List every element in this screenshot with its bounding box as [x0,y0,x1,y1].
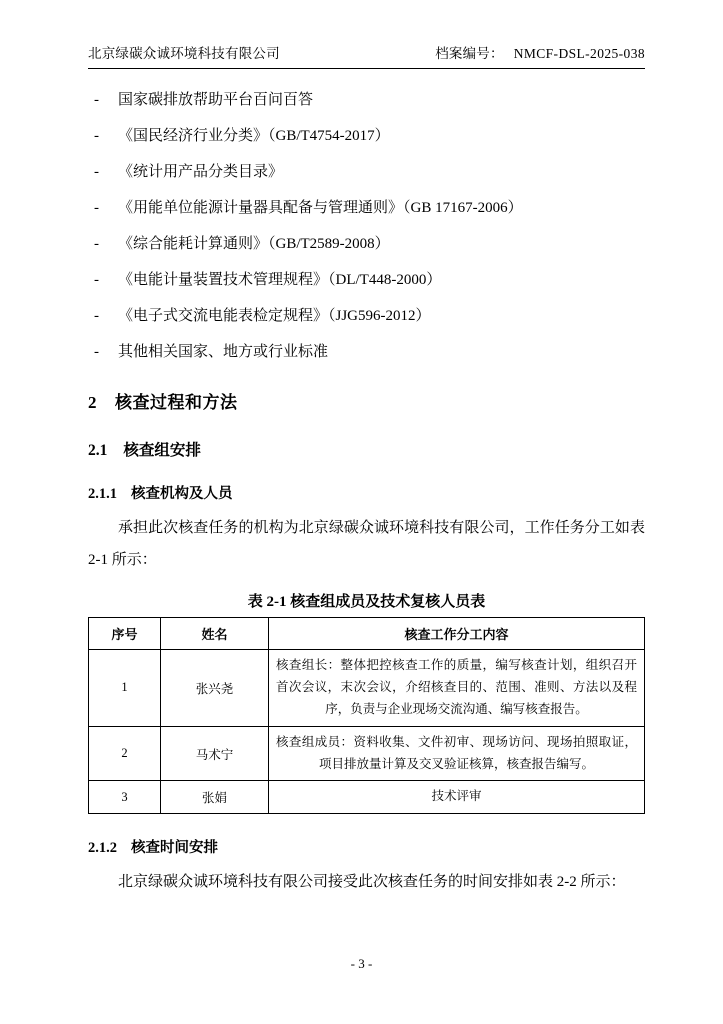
table-caption: 表 2-1 核查组成员及技术复核人员表 [247,594,486,610]
paragraph-2-1-2: 北京绿碳众诚环境科技有限公司接受此次核查任务的时间安排如表 2-2 所示： [118,874,626,891]
list-item-label: 《用能单位能源计量器具配备与管理通则》（GB 17167-2006） [118,200,523,216]
cell-duties: 技术评审 [269,781,645,814]
section-heading-2-1-1 [88,482,645,503]
list-item [88,93,645,108]
list-item [88,273,645,288]
section-title: 核查机构及人员 [131,486,233,502]
column-header-name: 姓名 [161,618,269,650]
header-archive [435,42,645,62]
table-row [89,726,645,781]
list-item-label: 《综合能耗计算通则》（GB/T2589-2008） [118,236,390,252]
section-heading-2-1-2 [88,836,645,857]
page-footer [0,956,723,972]
list-item [88,309,645,324]
section-title: 核查过程和方法 [115,393,238,412]
paragraph-2-1-1: 承担此次核查任务的机构为北京绿碳众诚环境科技有限公司，工作任务分工如表 2-1 所示： [88,520,645,568]
section-heading-2 [88,388,645,413]
cell-name: 张娟 [161,781,269,814]
bullet-dash-icon: - [94,164,99,180]
cell-index: 1 [89,650,161,727]
bullet-dash-icon: - [94,344,99,360]
header-archive-label: 档案编号： [435,46,504,61]
header-archive-code: NMCF-DSL-2025-038 [513,46,645,61]
list-item [88,165,645,180]
cell-index: 2 [89,726,161,781]
section-title: 核查时间安排 [131,840,218,857]
table-row [89,650,645,727]
column-header-index: 序号 [89,618,161,650]
section-number: 2.1.1 [88,486,117,502]
list-item [88,129,645,144]
section-number: 2 [88,393,97,412]
header-company-name: 北京绿碳众诚环境科技有限公司 [88,46,280,61]
section-number: 2.1.2 [88,840,117,857]
section-number: 2.1 [88,442,108,459]
section-heading-2-1 [88,438,645,460]
cell-name: 张兴尧 [161,650,269,727]
bullet-dash-icon: - [94,92,99,108]
bullet-dash-icon: - [94,308,99,324]
list-item-label: 《电子式交流电能表检定规程》（JJG596-2012） [118,308,431,324]
table-header-row [89,618,645,650]
list-item-label: 《国民经济行业分类》（GB/T4754-2017） [118,128,390,144]
bullet-dash-icon: - [94,272,99,288]
cell-name: 马术宁 [161,726,269,781]
cell-duties: 核查组长：整体把控核查工作的质量，编写核查计划，组织召开首次会议，末次会议，介绍核查目的、范围、准则、方法以及程序，负责与企业现场交流沟通、编写核查报告。 [269,650,645,727]
section-title: 核查组安排 [123,442,201,459]
page-header [88,42,645,69]
list-item-label: 国家碳排放帮助平台百问百答 [118,92,314,108]
table-2-1 [88,617,645,814]
bullet-dash-icon: - [94,200,99,216]
page-content [88,42,645,899]
standards-list [88,93,645,360]
cell-duties: 核查组成员：资料收集、文件初审、现场访问、现场拍照取证，项目排放量计算及交叉验证核算，核查报告编写。 [269,726,645,781]
cell-index: 3 [89,781,161,814]
table-row [89,781,645,814]
list-item-label: 其他相关国家、地方或行业标准 [118,344,329,360]
page-number: - 3 - [350,956,373,971]
bullet-dash-icon: - [94,236,99,252]
column-header-duties: 核查工作分工内容 [269,618,645,650]
list-item [88,345,645,360]
bullet-dash-icon: - [94,128,99,144]
list-item-label: 《电能计量装置技术管理规程》（DL/T448-2000） [118,272,442,288]
list-item-label: 《统计用产品分类目录》 [118,164,284,180]
list-item [88,201,645,216]
list-item [88,237,645,252]
